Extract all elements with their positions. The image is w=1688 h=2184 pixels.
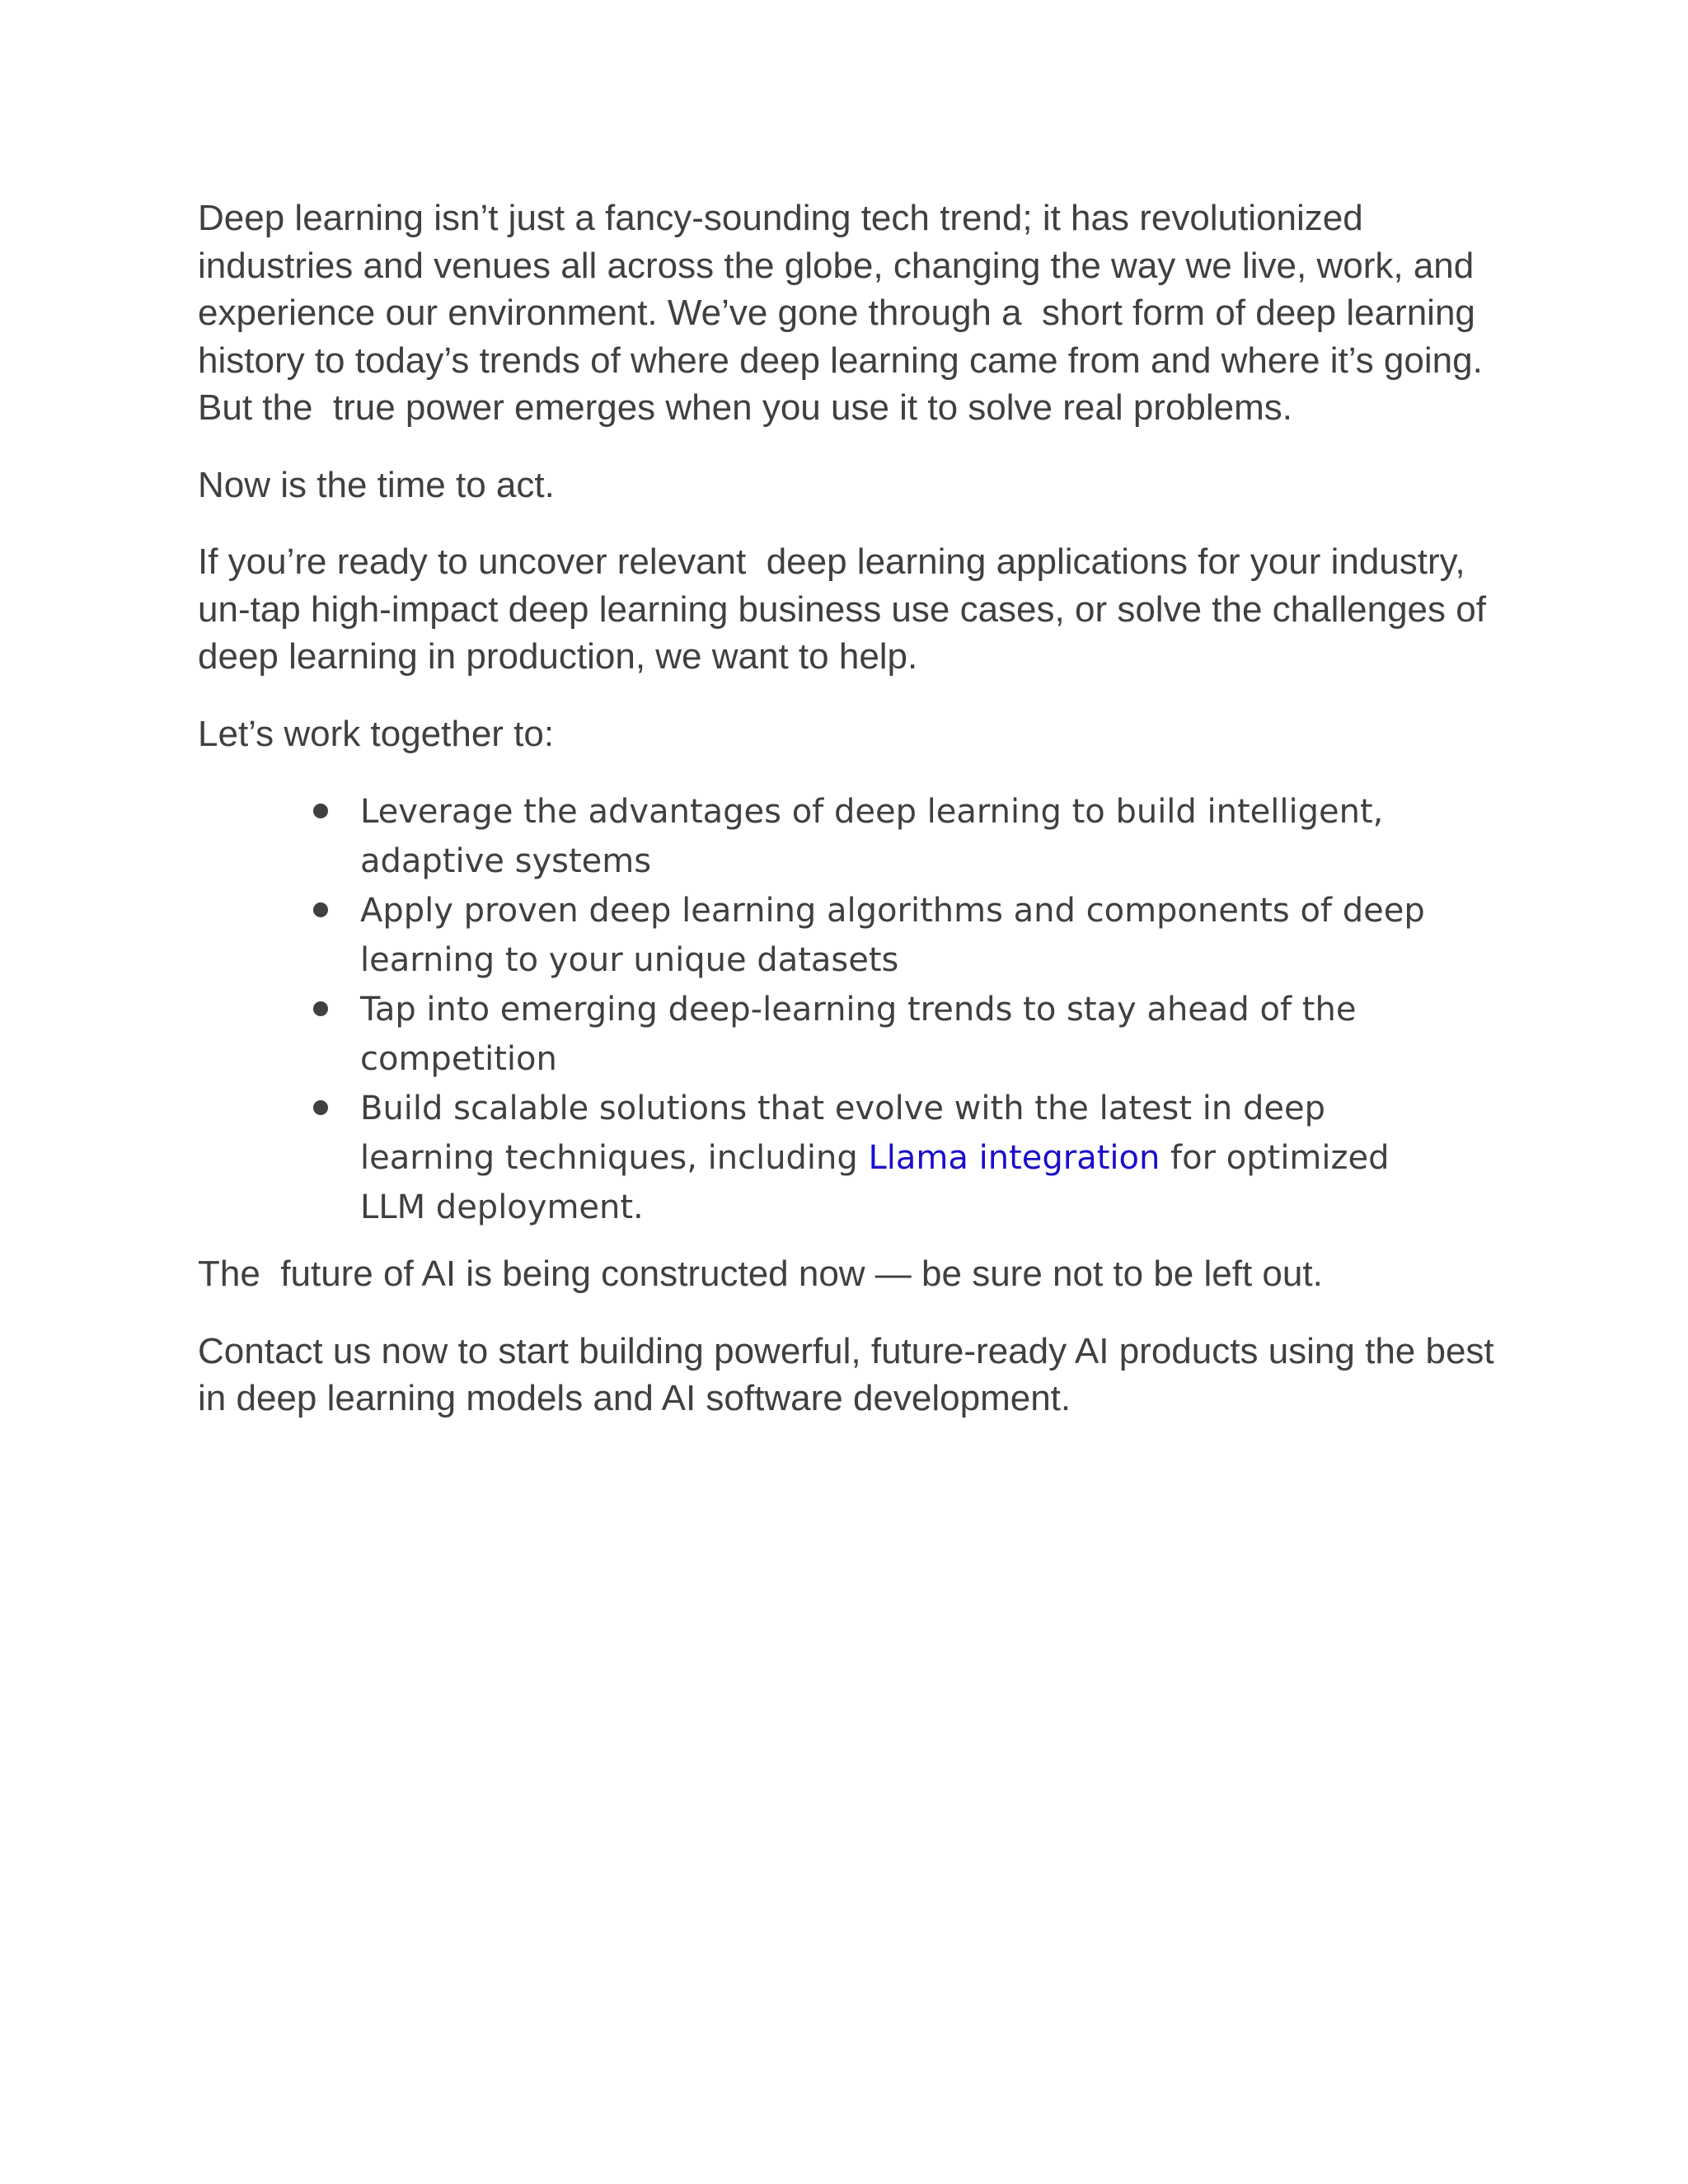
bullet-item	[360, 985, 1504, 1084]
bullet-text-after-link: for optimized LLM deployment.	[360, 1139, 1390, 1226]
document-body	[198, 194, 1504, 1452]
bullet-dot-icon	[313, 902, 328, 917]
ready-to-help-paragraph: If you’re ready to uncover relevant deep learning applications for your industry, un-tap high-impact deep learning business use cases, or solve the challenges of deep learning in production, we want to help.	[198, 541, 1497, 677]
bullet-item	[360, 1084, 1504, 1232]
bullet-text: Tap into emerging deep-learning trends to stay ahead of the competition	[360, 991, 1357, 1078]
bullet-text: Leverage the advantages of deep learning to build intelligent, adaptive systems	[360, 793, 1384, 880]
bullet-dot-icon	[313, 804, 328, 818]
bullet-item	[360, 787, 1504, 886]
benefits-bullet-list	[198, 787, 1504, 1232]
bullet-item	[360, 886, 1504, 985]
bullet-text-before-link: Build scalable solutions that evolve with the latest in deep learning techniques, including	[360, 1090, 1325, 1177]
call-to-act-paragraph: Now is the time to act.	[198, 464, 555, 505]
bullet-text: Apply proven deep learning algorithms and components of deep learning to your unique datasets	[360, 892, 1425, 979]
contact-us-paragraph: Contact us now to start building powerful, future-ready AI products using the best in deep learning models and AI software development.	[198, 1330, 1504, 1418]
bullet-dot-icon	[313, 1100, 328, 1115]
intro-paragraph: Deep learning isn’t just a fancy-sounding tech trend; it has revolutionized industries and venues all across the globe, changing the way we live, work, and experience our environment. We’ve gone through a short form of deep learning history to today’s trends of where deep learning came from and where it’s going. But the true power emerges when you use it to solve real problems.	[198, 198, 1494, 428]
bullet-dot-icon	[313, 1001, 328, 1016]
llama-integration-link[interactable]: Llama integration	[868, 1139, 1160, 1177]
future-of-ai-paragraph: The future of AI is being constructed now — be sure not to be left out.	[198, 1254, 1323, 1294]
work-together-paragraph: Let’s work together to:	[198, 713, 555, 754]
